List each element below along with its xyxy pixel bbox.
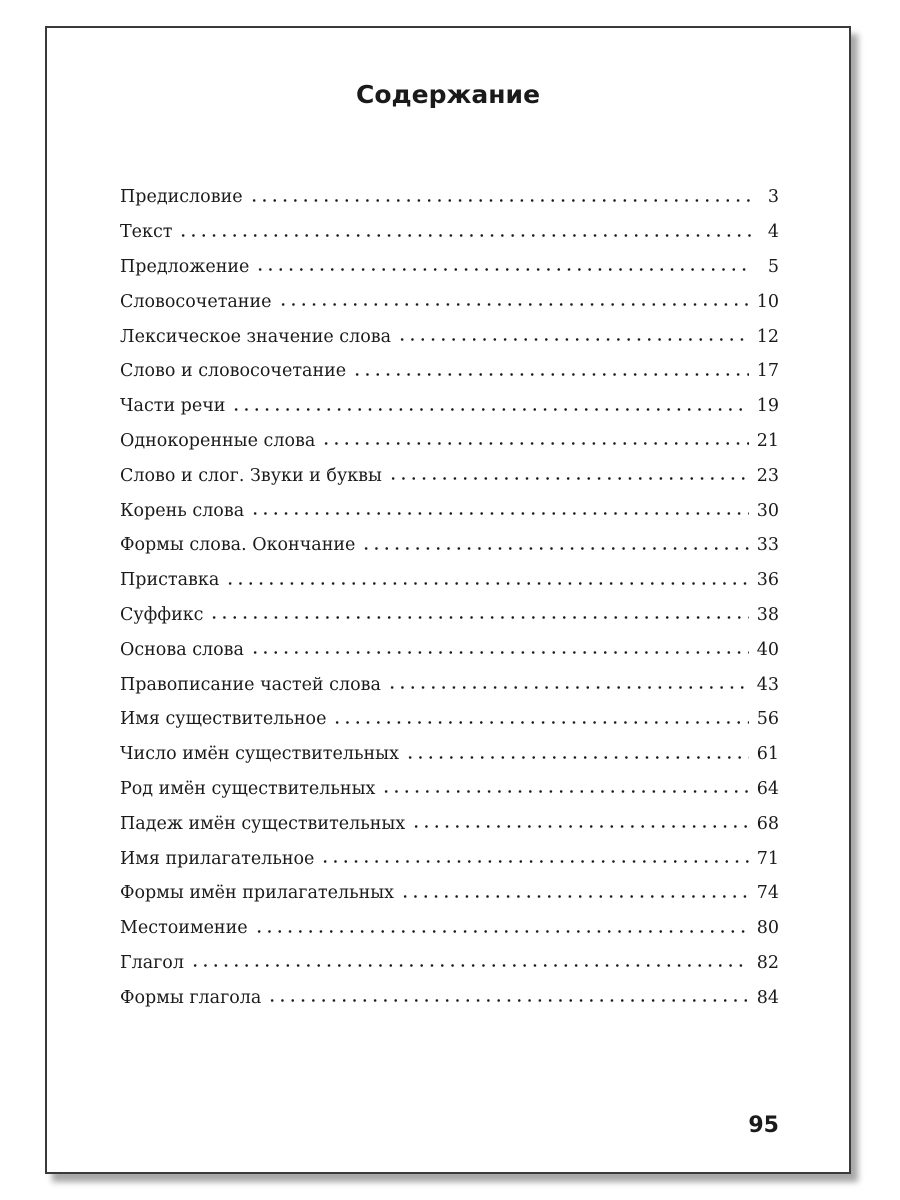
toc-entry-page: 30 <box>756 500 779 521</box>
table-of-contents <box>120 180 779 1015</box>
dot-leader <box>388 477 749 480</box>
toc-entry <box>120 737 779 772</box>
toc-entry <box>120 493 779 528</box>
toc-entry-page: 38 <box>756 604 779 625</box>
toc-entry-label: Словосочетание <box>120 291 272 312</box>
toc-entry <box>120 876 779 911</box>
toc-entry-label: Предисловие <box>120 187 243 208</box>
toc-entry-label: Род имён существительных <box>120 778 376 799</box>
dot-leader <box>231 408 748 411</box>
toc-entry <box>120 180 779 215</box>
book-page <box>45 26 851 1174</box>
toc-entry-label: Слово и словосочетание <box>120 361 347 382</box>
toc-entry <box>120 980 779 1015</box>
toc-entry-label: Текст <box>120 222 173 243</box>
toc-entry-label: Формы имён прилагательных <box>120 883 395 904</box>
toc-entry-page: 36 <box>756 570 779 591</box>
dot-leader <box>381 790 748 793</box>
dot-leader <box>254 930 749 933</box>
toc-entry <box>120 806 779 841</box>
toc-entry-label: Основа слова <box>120 639 244 660</box>
toc-entry <box>120 284 779 319</box>
dot-leader <box>397 338 749 341</box>
toc-entry-page: 40 <box>756 639 779 660</box>
toc-entry-label: Местоимение <box>120 918 248 939</box>
toc-entry-page: 10 <box>756 291 779 312</box>
toc-entry-page: 3 <box>767 187 779 208</box>
toc-entry-page: 82 <box>756 952 779 973</box>
toc-entry-label: Приставка <box>120 570 220 591</box>
toc-entry <box>120 841 779 876</box>
toc-entry <box>120 354 779 389</box>
page-title: Содержание <box>355 80 541 109</box>
dot-leader <box>178 234 753 237</box>
toc-entry-page: 17 <box>756 361 779 382</box>
toc-entry-label: Формы глагола <box>120 987 262 1008</box>
toc-entry <box>120 458 779 493</box>
toc-entry <box>120 911 779 946</box>
toc-entry <box>120 528 779 563</box>
dot-leader <box>255 268 753 271</box>
toc-entry-page: 19 <box>756 396 779 417</box>
dot-leader <box>278 303 749 306</box>
toc-entry <box>120 215 779 250</box>
toc-entry <box>120 598 779 633</box>
dot-leader <box>332 721 748 724</box>
toc-entry-page: 43 <box>756 674 779 695</box>
toc-entry-page: 80 <box>756 918 779 939</box>
dot-leader <box>209 616 748 619</box>
toc-entry <box>120 632 779 667</box>
toc-entry <box>120 319 779 354</box>
toc-entry-page: 71 <box>756 848 779 869</box>
toc-entry-label: Части речи <box>120 396 226 417</box>
dot-leader <box>400 895 749 898</box>
toc-entry-page: 68 <box>756 813 779 834</box>
toc-entry-label: Предложение <box>120 256 250 277</box>
toc-entry-label: Имя прилагательное <box>120 848 315 869</box>
dot-leader <box>250 651 749 654</box>
toc-entry-page: 33 <box>756 535 779 556</box>
dot-leader <box>267 999 748 1002</box>
toc-entry-label: Слово и слог. Звуки и буквы <box>120 465 382 486</box>
toc-entry-label: Корень слова <box>120 500 245 521</box>
dot-leader <box>250 512 749 515</box>
dot-leader <box>321 442 748 445</box>
toc-entry-label: Имя существительное <box>120 709 327 730</box>
toc-entry-label: Правописание частей слова <box>120 674 381 695</box>
toc-entry-label: Лексическое значение слова <box>120 326 392 347</box>
toc-entry <box>120 389 779 424</box>
toc-entry <box>120 424 779 459</box>
toc-entry <box>120 250 779 285</box>
toc-entry-page: 84 <box>756 987 779 1008</box>
dot-leader <box>361 547 748 550</box>
dot-leader <box>249 199 753 202</box>
toc-entry-label: Однокоренные слова <box>120 430 316 451</box>
toc-entry-page: 23 <box>756 465 779 486</box>
toc-entry-page: 56 <box>756 709 779 730</box>
toc-entry <box>120 563 779 598</box>
toc-entry <box>120 702 779 737</box>
toc-entry-page: 74 <box>756 883 779 904</box>
toc-entry-page: 21 <box>756 430 779 451</box>
page-number: 95 <box>748 1113 779 1138</box>
toc-entry-page: 61 <box>756 744 779 765</box>
toc-entry-page: 4 <box>767 222 779 243</box>
toc-entry <box>120 667 779 702</box>
dot-leader <box>352 373 749 376</box>
toc-entry-label: Число имён существительных <box>120 744 399 765</box>
dot-leader <box>411 825 749 828</box>
dot-leader <box>190 964 749 967</box>
toc-entry-label: Глагол <box>120 952 184 973</box>
dot-leader <box>225 582 748 585</box>
toc-entry <box>120 946 779 981</box>
dot-leader <box>405 756 749 759</box>
toc-entry-label: Суффикс <box>120 604 204 625</box>
toc-entry-page: 64 <box>756 778 779 799</box>
toc-entry-page: 5 <box>767 256 779 277</box>
toc-entry <box>120 772 779 807</box>
toc-entry-label: Падеж имён существительных <box>120 813 406 834</box>
dot-leader <box>320 860 748 863</box>
toc-entry-label: Формы слова. Окончание <box>120 535 356 556</box>
dot-leader <box>387 686 749 689</box>
toc-entry-page: 12 <box>756 326 779 347</box>
